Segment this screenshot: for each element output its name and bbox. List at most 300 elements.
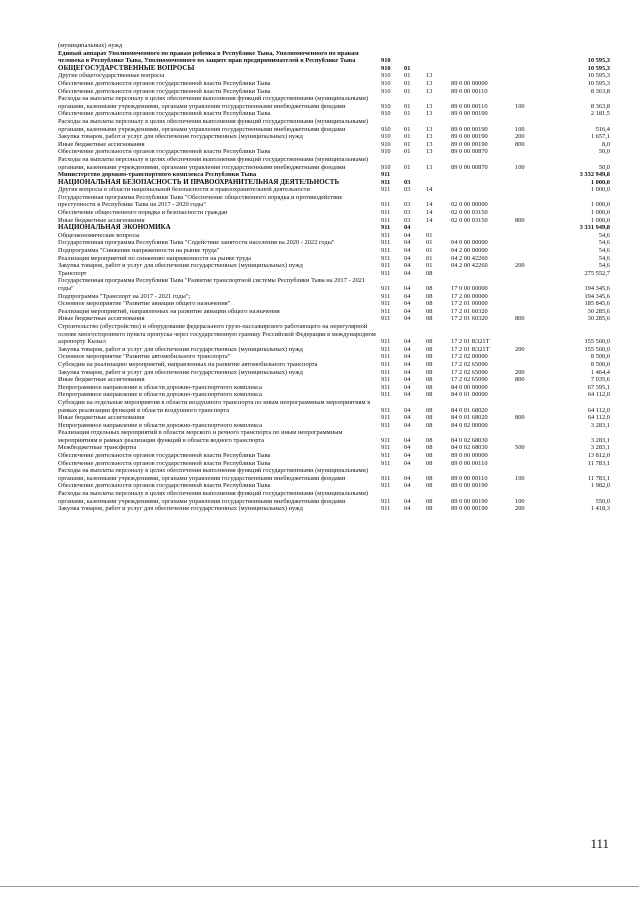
row-section-code: 01	[404, 163, 411, 171]
row-target-article-code: 17 2 01 60320	[451, 315, 488, 323]
row-name: Обеспечение деятельности органов государственной власти Республики Тыва	[58, 87, 271, 95]
row-name: Расходы на выплаты персоналу в целях обеспечения выполнения функций государственными (муниципальными) органами, казенными учреждениями, органами управления государственными внебюджетными фондами	[58, 95, 368, 110]
table-row	[58, 452, 610, 460]
table-row	[58, 50, 610, 65]
row-name: Обеспечение деятельности органов государственной власти Республики Тыва	[58, 148, 271, 156]
table-row	[58, 88, 610, 96]
row-target-article-code: 89 0 00 00190	[451, 497, 488, 505]
row-section-code: 04	[404, 239, 411, 247]
row-name: Обеспечение общественного порядка и безопасности граждан	[58, 209, 228, 217]
row-subsection-code: 01	[426, 254, 433, 262]
row-name: Закупка товаров, работ и услуг для обеспечения государственных (муниципальных) нужд	[58, 345, 303, 353]
row-target-article-code: 89 0 00 00190	[451, 110, 488, 118]
row-amount: 1 657,1	[590, 133, 610, 141]
row-section-code: 04	[404, 292, 411, 300]
row-target-article-code: 04 2 00 42260	[451, 262, 488, 270]
row-section-code: 04	[404, 474, 411, 482]
row-name: НАЦИОНАЛЬНАЯ БЕЗОПАСНОСТЬ И ПРАВООХРАНИТЕЛЬНАЯ ДЕЯТЕЛЬНОСТЬ	[58, 177, 340, 186]
row-amount: 10 595,3	[587, 79, 610, 87]
row-amount: 8 500,0	[590, 360, 610, 368]
table-row	[58, 72, 610, 80]
row-name: Реализация отдельных мероприятий в области морского и речного транспорта по иным непрограммным мероприятиям в рамках реализации функций в области водного транспорта	[58, 429, 343, 444]
table-row	[58, 422, 610, 430]
row-expense-type-code: 100	[515, 474, 525, 482]
row-amount: 550,0	[595, 497, 610, 505]
row-name: Субсидии на отдельные мероприятия в области воздушного транспорта по иным непрограммным мероприятиям в рамках реализации функций в области воздушного транспорта	[58, 398, 371, 414]
row-subsection-code: 14	[426, 186, 433, 194]
row-name: Расходы на выплаты персоналу в целях обеспечения выполнения функций государственными (муниципальными) органами, казенными учреждениями, органами управления государственными внебюджетными фондами	[58, 155, 368, 171]
row-target-article-code: 89 0 00 00110	[451, 474, 488, 482]
row-subsection-code: 08	[426, 452, 433, 460]
table-row	[58, 293, 610, 301]
row-section-code: 04	[404, 300, 411, 308]
row-subsection-code: 13	[426, 87, 433, 95]
row-amount: 64 112,0	[587, 414, 610, 422]
row-amount: 275 552,7	[584, 269, 610, 277]
row-name: Иные бюджетные ассигнования	[58, 376, 145, 384]
table-row	[58, 323, 610, 346]
row-name: Иные бюджетные ассигнования	[58, 414, 145, 422]
row-name: Обеспечение деятельности органов государственной власти Республики Тыва	[58, 79, 271, 87]
row-section-code: 03	[404, 201, 411, 209]
row-subsection-code: 08	[426, 414, 433, 422]
row-target-article-code: 89 0 00 00190	[451, 482, 488, 490]
row-section-code: 03	[404, 186, 411, 194]
row-expense-type-code: 100	[515, 497, 525, 505]
row-target-article-code: 89 0 00 00190	[451, 133, 488, 141]
table-row	[58, 255, 610, 263]
row-target-article-code: 17 2 02 00000	[451, 353, 488, 361]
row-name: Непрограммное направление в области дорожно-транспортного комплекса	[58, 391, 262, 399]
row-section-code: 04	[404, 224, 411, 232]
row-ministry-code: 910	[381, 140, 391, 148]
row-amount: 1 000,0	[590, 216, 610, 224]
row-subsection-code: 01	[426, 247, 433, 255]
row-expense-type-code: 200	[515, 133, 525, 141]
row-amount: 10 595,3	[587, 64, 610, 72]
row-subsection-code: 08	[426, 360, 433, 368]
row-subsection-code: 13	[426, 79, 433, 87]
row-target-article-code: 84 0 01 68020	[451, 414, 488, 422]
row-name: Обеспечение деятельности органов государственной власти Республики Тыва	[58, 452, 271, 460]
row-target-article-code: 84 0 00 00000	[451, 383, 488, 391]
row-section-code: 01	[404, 110, 411, 118]
row-subsection-code: 08	[426, 497, 433, 505]
row-ministry-code: 911	[381, 186, 391, 194]
row-target-article-code: 84 0 01 68020	[451, 406, 488, 414]
row-expense-type-code: 200	[515, 345, 525, 353]
row-name: НАЦИОНАЛЬНАЯ ЭКОНОМИКА	[58, 223, 171, 232]
row-amount: 50,0	[598, 148, 610, 156]
row-name: Иные бюджетные ассигнования	[58, 216, 145, 224]
row-name: Закупка товаров, работ и услуг для обеспечения государственных (муниципальных) нужд	[58, 505, 303, 513]
row-target-article-code: 89 0 00 00000	[451, 452, 488, 460]
row-expense-type-code: 800	[515, 376, 525, 384]
row-name: Обеспечение деятельности органов государственной власти Республики Тыва	[58, 110, 271, 118]
row-subsection-code: 08	[426, 383, 433, 391]
row-name: ОБЩЕГОСУДАРСТВЕННЫЕ ВОПРОСЫ	[58, 63, 195, 72]
row-target-article-code: 17 2 01 R321T	[451, 345, 490, 353]
row-ministry-code: 911	[381, 505, 391, 513]
row-expense-type-code: 800	[515, 216, 525, 224]
row-section-code: 01	[404, 72, 411, 80]
table-row	[58, 490, 610, 505]
row-amount: 67 395,1	[587, 383, 610, 391]
table-row	[58, 384, 610, 392]
row-amount: 155 560,0	[584, 338, 610, 346]
row-target-article-code: 84 0 02 00000	[451, 421, 488, 429]
row-amount: 1 418,3	[590, 505, 610, 513]
budget-table	[58, 42, 610, 513]
row-section-code: 01	[404, 64, 411, 72]
table-row	[58, 148, 610, 156]
row-ministry-code: 911	[381, 178, 391, 186]
row-name: Непрограммное направление в области дорожно-транспортного комплекса	[58, 421, 262, 429]
row-subsection-code: 08	[426, 391, 433, 399]
row-section-code: 04	[404, 315, 411, 323]
row-amount: 1 982,0	[590, 482, 610, 490]
row-target-article-code: 17 2 01 00000	[451, 300, 488, 308]
row-name: Общеэкономические вопросы	[58, 231, 140, 239]
row-ministry-code: 910	[381, 125, 391, 133]
row-ministry-code: 911	[381, 436, 391, 444]
row-section-code: 01	[404, 125, 411, 133]
row-ministry-code: 911	[381, 360, 391, 368]
table-row	[58, 224, 610, 232]
row-section-code: 04	[404, 269, 411, 277]
row-amount: 1 000,0	[590, 178, 610, 186]
row-amount: 3 331 949,8	[579, 224, 610, 232]
row-target-article-code: 17 0 00 00000	[451, 285, 488, 292]
row-name: Иные бюджетные ассигнования	[58, 140, 145, 148]
row-expense-type-code: 800	[515, 140, 525, 148]
row-amount: 194 345,6	[584, 285, 610, 292]
row-ministry-code: 910	[381, 79, 391, 87]
row-ministry-code: 911	[381, 254, 391, 262]
row-subsection-code: 08	[426, 459, 433, 467]
row-name: Расходы на выплаты персоналу в целях обеспечения выполнения функций государственными (муниципальными) органами, казенными учреждениями, органами управления государственными внебюджетными фондами	[58, 490, 368, 505]
row-expense-type-code: 100	[515, 102, 525, 110]
row-name: Расходы на выплаты персоналу в целях обеспечения выполнения функций государственными (муниципальными) органами, казенными учреждениями, органами управления государственными внебюджетными фондами	[58, 467, 368, 482]
row-section-code: 04	[404, 262, 411, 270]
row-name: Обеспечение деятельности органов государственной власти Республики Тыва	[58, 482, 271, 490]
row-expense-type-code: 800	[515, 414, 525, 422]
row-subsection-code: 01	[426, 262, 433, 270]
row-amount: 11 783,1	[587, 459, 610, 467]
row-amount: 1 000,0	[590, 209, 610, 217]
row-amount: 64 112,0	[587, 391, 610, 399]
row-ministry-code: 911	[381, 239, 391, 247]
row-section-code: 04	[404, 436, 411, 444]
row-subsection-code: 13	[426, 102, 433, 110]
row-target-article-code: 89 0 00 00110	[451, 102, 488, 110]
row-ministry-code: 910	[381, 57, 391, 65]
row-section-code: 04	[404, 391, 411, 399]
table-row	[58, 505, 610, 513]
table-row	[58, 179, 610, 187]
row-expense-type-code: 200	[515, 262, 525, 270]
row-ministry-code: 911	[381, 391, 391, 399]
row-subsection-code: 08	[426, 269, 433, 277]
row-amount: 8 363,8	[590, 87, 610, 95]
row-section-code: 04	[404, 497, 411, 505]
row-name: Субсидии на реализацию мероприятий, направленных на развитие автомобильного транспорта	[58, 360, 318, 368]
row-section-code: 04	[404, 383, 411, 391]
row-subsection-code: 13	[426, 148, 433, 156]
row-ministry-code: 911	[381, 368, 391, 376]
row-ministry-code: 911	[381, 269, 391, 277]
row-name: Государственная программа Республики Тыва "Обеспечение общественного порядка и противодействие преступности в Республике Тыва на 2017 - 2020 годы"	[58, 193, 343, 209]
row-amount: 185 845,6	[584, 300, 610, 308]
table-row	[58, 80, 610, 88]
row-amount: 10 595,3	[587, 72, 610, 80]
row-ministry-code: 911	[381, 171, 391, 179]
row-expense-type-code: 200	[515, 505, 525, 513]
row-name: Другие вопросы в области национальной безопасности и правоохранительной деятельности	[58, 186, 310, 194]
row-name: Межбюджетные трансферты	[58, 444, 137, 452]
row-target-article-code: 04 0 00 00000	[451, 239, 488, 247]
row-target-article-code: 89 0 00 00870	[451, 163, 488, 171]
row-amount: 1 000,0	[590, 186, 610, 194]
row-ministry-code: 911	[381, 231, 391, 239]
row-amount: 3 332 949,8	[579, 171, 610, 179]
row-ministry-code: 911	[381, 383, 391, 391]
row-ministry-code: 911	[381, 459, 391, 467]
row-subsection-code: 08	[426, 285, 433, 292]
row-target-article-code: 17 2 02 65090	[451, 376, 488, 384]
row-section-code: 04	[404, 368, 411, 376]
row-ministry-code: 910	[381, 102, 391, 110]
row-amount: 8 363,8	[590, 102, 610, 110]
row-target-article-code: 89 0 00 00110	[451, 87, 488, 95]
row-section-code: 01	[404, 102, 411, 110]
row-amount: 3 283,1	[590, 421, 610, 429]
row-amount: 64 112,0	[587, 406, 610, 414]
page-number: 111	[590, 836, 609, 851]
row-ministry-code: 911	[381, 262, 391, 270]
row-expense-type-code: 500	[515, 444, 525, 452]
row-expense-type-code: 100	[515, 163, 525, 171]
row-target-article-code: 17 2 02 65090	[451, 368, 488, 376]
row-ministry-code: 911	[381, 353, 391, 361]
row-section-code: 03	[404, 209, 411, 217]
row-name: Государственная программа Республики Тыва "Развитие транспортной системы Республики Тыва на 2017 - 2021 годы"	[58, 277, 366, 292]
row-ministry-code: 911	[381, 452, 391, 460]
row-name: Государственная программа Республики Тыва "Содействие занятости населения на 2020 - 2022 годы"	[58, 239, 335, 247]
row-ministry-code: 910	[381, 163, 391, 171]
row-ministry-code: 911	[381, 482, 391, 490]
row-ministry-code: 911	[381, 224, 391, 232]
row-target-article-code: 89 0 00 00870	[451, 148, 488, 156]
row-expense-type-code: 100	[515, 125, 525, 133]
row-target-article-code: 89 0 00 00190	[451, 125, 488, 133]
table-row	[58, 460, 610, 468]
row-name: Закупка товаров, работ и услуг для обеспечения государственных (муниципальных) нужд	[58, 262, 303, 270]
row-section-code: 04	[404, 231, 411, 239]
row-amount: 155 560,0	[584, 345, 610, 353]
table-row	[58, 376, 610, 384]
row-section-code: 04	[404, 444, 411, 452]
row-name: Подпрограмма "Транспорт на 2017 - 2021 годы";	[58, 292, 191, 300]
row-target-article-code: 17 2 01 60320	[451, 307, 488, 315]
row-ministry-code: 911	[381, 292, 391, 300]
row-amount: 54,6	[598, 231, 610, 239]
row-subsection-code: 08	[426, 292, 433, 300]
row-amount: 194 345,6	[584, 292, 610, 300]
table-row	[58, 65, 610, 73]
row-ministry-code: 911	[381, 345, 391, 353]
table-row	[58, 482, 610, 490]
row-subsection-code: 08	[426, 338, 433, 346]
row-ministry-code: 911	[381, 406, 391, 414]
table-row	[58, 315, 610, 323]
row-name: Транспорт	[58, 269, 87, 277]
row-name: Реализация мероприятий, направленных на развитие авиации общего назначения	[58, 307, 280, 315]
row-ministry-code: 911	[381, 209, 391, 217]
row-section-code: 04	[404, 505, 411, 513]
row-ministry-code: 910	[381, 87, 391, 95]
row-subsection-code: 14	[426, 201, 433, 209]
row-section-code: 04	[404, 360, 411, 368]
row-section-code: 04	[404, 247, 411, 255]
row-amount: 3 283,1	[590, 436, 610, 444]
row-subsection-code: 13	[426, 133, 433, 141]
row-name: Строительство (обустройство) и оборудование федерального грузо-пассажирского работающего на нерегулярной основе многостороннего пункта пропуска через государственную границу Российской Федерации в международном аэропорту Кызыл	[58, 322, 376, 346]
row-subsection-code: 08	[426, 406, 433, 414]
row-section-code: 04	[404, 254, 411, 262]
row-ministry-code: 911	[381, 307, 391, 315]
table-row	[58, 133, 610, 141]
table-row	[58, 95, 610, 110]
row-section-code: 04	[404, 406, 411, 414]
row-subsection-code: 13	[426, 140, 433, 148]
row-target-article-code: 89 0 00 00000	[451, 79, 488, 87]
row-target-article-code: 02 0 00 03150	[451, 216, 488, 224]
row-subsection-code: 13	[426, 163, 433, 171]
table-row	[58, 444, 610, 452]
table-row	[58, 262, 610, 270]
row-target-article-code: 89 0 00 00190	[451, 140, 488, 148]
row-target-article-code: 17 2 00 00000	[451, 292, 488, 300]
table-row	[58, 429, 610, 444]
row-subsection-code: 08	[426, 376, 433, 384]
row-name: Единый аппарат Уполномоченного по правам ребенка в Республике Тыва, Уполномоченного по правам человека в Республике Тыва, Уполномоченного по защите прав предпринимателей в Республике Тыва	[58, 49, 359, 65]
row-amount: 54,6	[598, 254, 610, 262]
row-section-code: 04	[404, 376, 411, 384]
row-amount: 30 285,6	[587, 315, 610, 323]
row-ministry-code: 911	[381, 421, 391, 429]
row-subsection-code: 13	[426, 125, 433, 133]
row-target-article-code: 17 2 02 65090	[451, 360, 488, 368]
row-section-code: 01	[404, 87, 411, 95]
row-target-article-code: 04 2 00 00000	[451, 247, 488, 255]
row-section-code: 01	[404, 133, 411, 141]
row-ministry-code: 911	[381, 376, 391, 384]
row-subsection-code: 08	[426, 482, 433, 490]
row-target-article-code: 04 2 00 42260	[451, 254, 488, 262]
row-subsection-code: 08	[426, 315, 433, 323]
row-amount: 1 000,0	[590, 201, 610, 209]
table-row	[58, 156, 610, 171]
row-subsection-code: 08	[426, 436, 433, 444]
row-amount: 54,6	[598, 262, 610, 270]
row-ministry-code: 910	[381, 110, 391, 118]
table-row	[58, 239, 610, 247]
row-ministry-code: 910	[381, 133, 391, 141]
row-amount: 10 595,3	[587, 57, 610, 65]
row-subsection-code: 08	[426, 353, 433, 361]
row-amount: 1 464,4	[590, 368, 610, 376]
row-expense-type-code: 800	[515, 315, 525, 323]
bottom-divider	[0, 886, 639, 887]
row-section-code: 04	[404, 353, 411, 361]
row-expense-type-code: 200	[515, 368, 525, 376]
table-row	[58, 42, 610, 50]
row-name: Основное мероприятие "Развитие автомобильного транспорта"	[58, 353, 231, 361]
row-amount: 8,0	[602, 140, 610, 148]
table-row	[58, 346, 610, 354]
row-name: Министерство дорожно-транспортного комплекса Республики Тыва	[58, 171, 257, 179]
row-ministry-code: 910	[381, 72, 391, 80]
row-name: Подпрограмма "Снижение напряженности на рынке труда"	[58, 247, 220, 255]
row-subsection-code: 08	[426, 421, 433, 429]
table-row	[58, 141, 610, 149]
row-section-code: 04	[404, 285, 411, 292]
table-row	[58, 391, 610, 399]
row-amount: 30 285,6	[587, 307, 610, 315]
row-ministry-code: 911	[381, 338, 391, 346]
row-subsection-code: 08	[426, 307, 433, 315]
row-subsection-code: 08	[426, 368, 433, 376]
row-section-code: 04	[404, 452, 411, 460]
row-ministry-code: 910	[381, 64, 391, 72]
row-section-code: 04	[404, 338, 411, 346]
table-row	[58, 209, 610, 217]
row-subsection-code: 01	[426, 239, 433, 247]
row-amount: 516,4	[595, 125, 610, 133]
table-row	[58, 361, 610, 369]
table-row	[58, 118, 610, 133]
row-amount: 11 783,1	[587, 474, 610, 482]
row-subsection-code: 08	[426, 474, 433, 482]
row-name: Закупка товаров, работ и услуг для обеспечения государственных (муниципальных) нужд	[58, 368, 303, 376]
table-row	[58, 399, 610, 414]
row-name: Основное мероприятие "Развитие авиации общего назначения"	[58, 300, 231, 308]
row-target-article-code: 84 0 01 00000	[451, 391, 488, 399]
row-section-code: 03	[404, 216, 411, 224]
row-amount: 7 035,6	[590, 376, 610, 384]
row-section-code: 04	[404, 307, 411, 315]
table-row	[58, 353, 610, 361]
row-target-article-code: 89 0 00 00110	[451, 459, 488, 467]
row-section-code: 01	[404, 148, 411, 156]
table-row	[58, 277, 610, 292]
row-section-code: 01	[404, 79, 411, 87]
row-section-code: 04	[404, 414, 411, 422]
row-target-article-code: 84 0 02 68030	[451, 436, 488, 444]
row-ministry-code: 911	[381, 285, 391, 292]
table-row	[58, 186, 610, 194]
table-row	[58, 270, 610, 278]
row-ministry-code: 911	[381, 247, 391, 255]
row-name: Реализация мероприятий по снижению напряженности на рынке труда	[58, 254, 252, 262]
row-target-article-code: 02 0 00 03150	[451, 209, 488, 217]
row-ministry-code: 911	[381, 300, 391, 308]
row-name: Расходы на выплаты персоналу в целях обеспечения выполнения функций государственными (муниципальными) органами, казенными учреждениями, органами управления государственными внебюджетными фондами	[58, 117, 368, 133]
row-ministry-code: 911	[381, 497, 391, 505]
row-ministry-code: 911	[381, 216, 391, 224]
row-amount: 54,6	[598, 239, 610, 247]
